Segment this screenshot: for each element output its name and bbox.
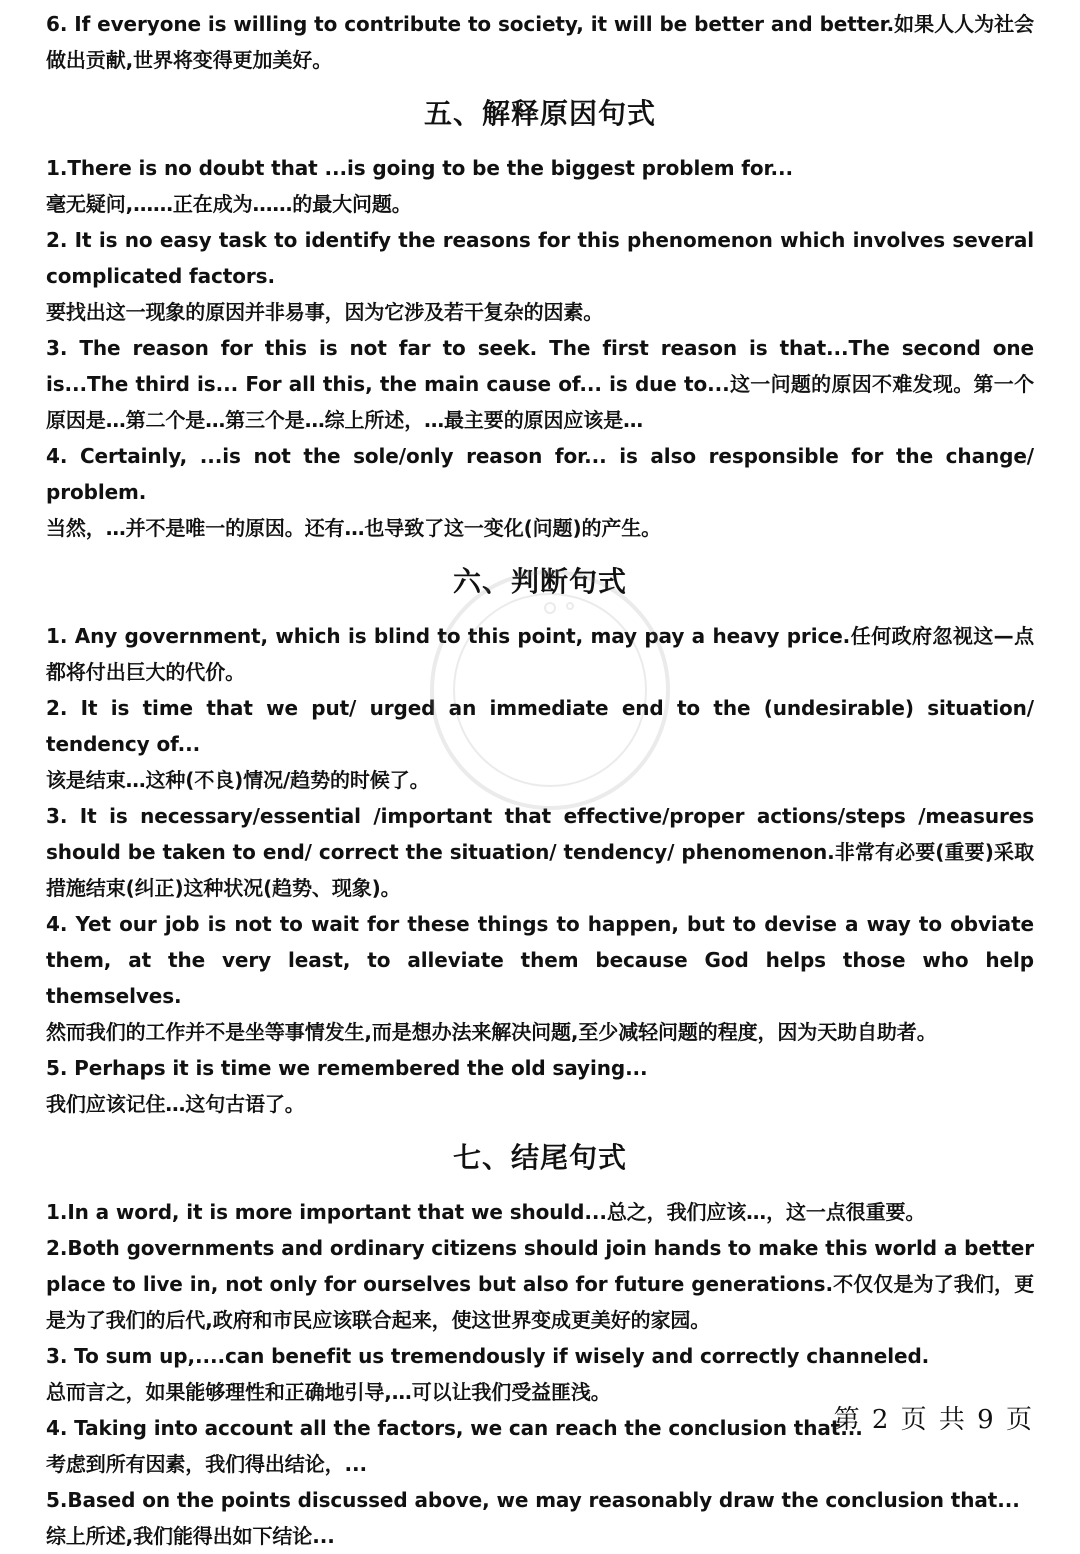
paragraph: 要找出这一现象的原因并非易事，因为它涉及若干复杂的因素。 — [46, 300, 604, 324]
paragraph: 5.Based on the points discussed above, we may reasonably draw the conclusion that... — [46, 1488, 1020, 1512]
paragraph: 6. If everyone is willing to contribute to society, it will be better and better.如果人人为社会做出贡献,世界将变得更加美好。 — [46, 12, 1034, 72]
paragraph: 综上所述,我们能得出如下结论... — [46, 1524, 335, 1548]
paragraph: 1. Any government, which is blind to this point, may pay a heavy price.任何政府忽视这—点都将付出巨大的代价。 — [46, 624, 1034, 684]
paragraph: 1.In a word, it is more important that we should...总之，我们应该…，这一点很重要。 — [46, 1200, 926, 1224]
section-heading: 五、解释原因句式 — [423, 97, 656, 130]
paragraph: 3. The reason for this is not far to seek. The first reason is that...The second one is...The third is... For all this, the main cause of... is due to...这一问题的原因不难发现。第一个原因是…第二个是…第三个是…综上所述，…最主要的原因应该是… — [46, 336, 1034, 432]
section-heading: 六、判断句式 — [452, 565, 627, 598]
paragraph: 2.Both governments and ordinary citizens should join hands to make this world a better place to live in, not only for ourselves but also for future generations.不仅仅是为了我们，更是为了我们的后代,政府和市民应该联合起来，使这世界变成更美好的家园。 — [46, 1236, 1034, 1332]
paragraph: 当然，…并不是唯一的原因。还有…也导致了这一变化(问题)的产生。 — [46, 516, 662, 540]
section-judgement — [46, 546, 1034, 1122]
document-page — [46, 6, 1034, 1554]
paragraph: 然而我们的工作并不是坐等事情发生,而是想办法来解决问题,至少减轻问题的程度，因为天助自助者。 — [46, 1020, 937, 1044]
paragraph: 1.There is no doubt that ...is going to be the biggest problem for... — [46, 156, 793, 180]
paragraph: 考虑到所有因素，我们得出结论，... — [46, 1452, 367, 1476]
paragraph: 该是结束…这种(不良)情况/趋势的时候了。 — [46, 768, 430, 792]
paragraph: 我们应该记住…这句古语了。 — [46, 1092, 305, 1116]
paragraph: 5. Perhaps it is time we remembered the old saying... — [46, 1056, 648, 1080]
page-number: 第 2 页 共 9 页 — [833, 1405, 1034, 1435]
paragraph: 3. To sum up,....can benefit us tremendously if wisely and correctly channeled. — [46, 1344, 930, 1368]
section-reasons — [46, 78, 1034, 546]
section-heading: 七、结尾句式 — [452, 1141, 627, 1174]
paragraph: 2. It is time that we put/ urged an immediate end to the (undesirable) situation/ tendency of... — [46, 696, 1034, 756]
section-conclusion — [46, 1122, 1034, 1554]
paragraph: 2. It is no easy task to identify the reasons for this phenomenon which involves several complicated factors. — [46, 228, 1034, 288]
paragraph: 4. Certainly, ...is not the sole/only reason for... is also responsible for the change/ problem. — [46, 444, 1034, 504]
paragraph: 3. It is necessary/essential /important that effective/proper actions/steps /measures should be taken to end/ correct the situation/ tendency/ phenomenon.非常有必要(重要)采取措施结束(纠正)这种状况(趋势、现象)。 — [46, 804, 1034, 900]
paragraph: 4. Yet our job is not to wait for these things to happen, but to devise a way to obviate them, at the very least, to alleviate them because God helps those who help themselves. — [46, 912, 1034, 1008]
paragraph: 4. Taking into account all the factors, we can reach the conclusion that... — [46, 1416, 863, 1440]
paragraph: 毫无疑问,……正在成为……的最大问题。 — [46, 192, 412, 216]
intro-block — [46, 6, 1034, 78]
paragraph: 总而言之，如果能够理性和正确地引导,…可以让我们受益匪浅。 — [46, 1380, 611, 1404]
